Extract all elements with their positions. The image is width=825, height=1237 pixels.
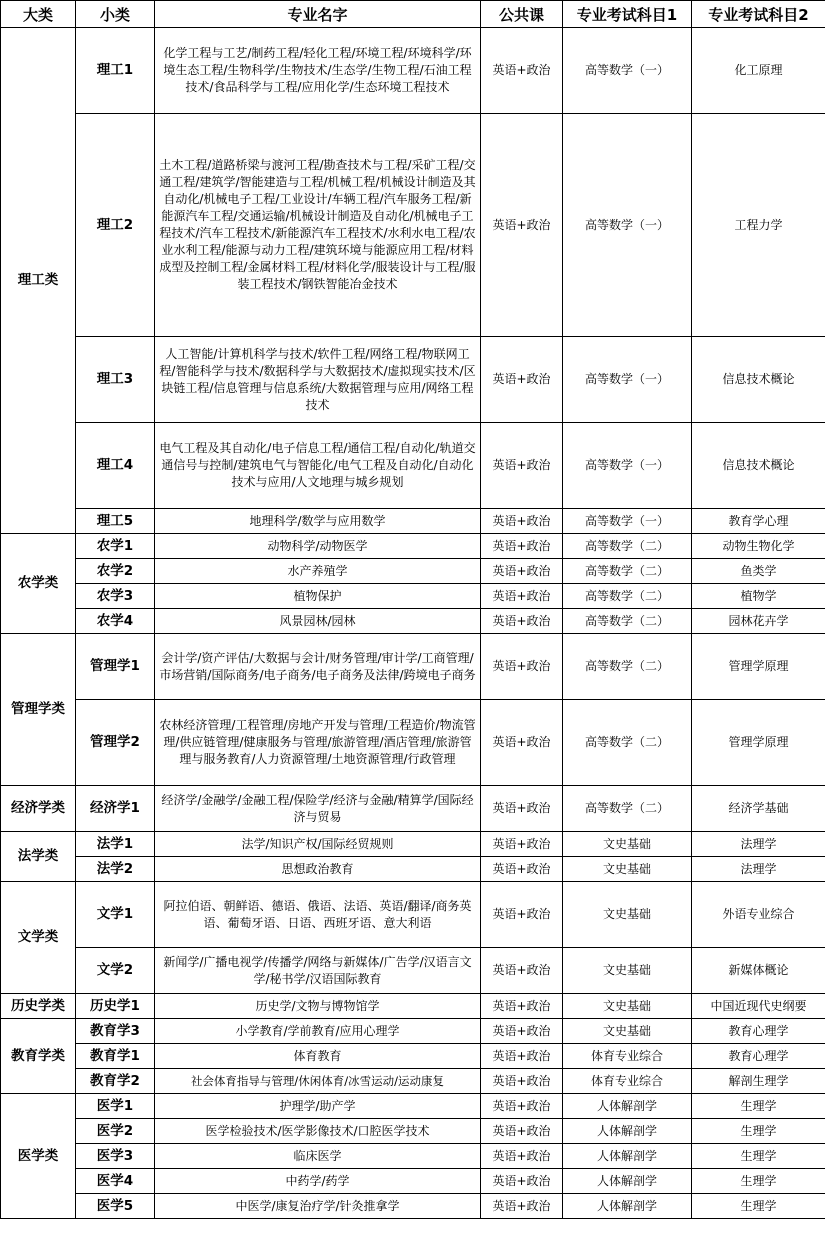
exam-subject-2-cell: 外语专业综合	[692, 882, 825, 948]
majors-cell: 阿拉伯语、朝鲜语、德语、俄语、法语、英语/翻译/商务英语、葡萄牙语、日语、西班牙语、意大利语	[155, 882, 481, 948]
table-row	[1, 832, 825, 857]
majors-cell: 社会体育指导与管理/休闲体育/冰雪运动/运动康复	[155, 1069, 481, 1094]
exam-subject-1-cell: 高等数学（二）	[563, 609, 692, 634]
table-row	[1, 882, 825, 948]
exam-subject-1-cell: 人体解剖学	[563, 1144, 692, 1169]
table-row	[1, 1044, 825, 1069]
exam-subject-2-cell: 生理学	[692, 1144, 825, 1169]
majors-cell: 思想政治教育	[155, 857, 481, 882]
subcategory-cell: 理工2	[76, 114, 155, 337]
exam-subject-1-cell: 人体解剖学	[563, 1194, 692, 1219]
public-course-cell: 英语+政治	[481, 832, 563, 857]
header-subcategory: 小类	[76, 1, 155, 28]
public-course-cell: 英语+政治	[481, 1094, 563, 1119]
public-course-cell: 英语+政治	[481, 1144, 563, 1169]
exam-subject-2-cell: 教育学心理	[692, 509, 825, 534]
subcategory-cell: 教育学1	[76, 1044, 155, 1069]
header-public-course: 公共课	[481, 1, 563, 28]
exam-subject-1-cell: 高等数学（一）	[563, 28, 692, 114]
exam-subject-1-cell: 高等数学（二）	[563, 584, 692, 609]
table-row	[1, 1144, 825, 1169]
majors-cell: 风景园林/园林	[155, 609, 481, 634]
majors-cell: 医学检验技术/医学影像技术/口腔医学技术	[155, 1119, 481, 1144]
exam-subject-2-cell: 管理学原理	[692, 634, 825, 700]
majors-cell: 水产养殖学	[155, 559, 481, 584]
majors-cell: 新闻学/广播电视学/传播学/网络与新媒体/广告学/汉语言文学/秘书学/汉语国际教育	[155, 948, 481, 994]
exam-subject-2-cell: 信息技术概论	[692, 423, 825, 509]
category-cell: 医学类	[1, 1094, 76, 1219]
exam-subject-2-cell: 教育心理学	[692, 1019, 825, 1044]
subcategory-cell: 经济学1	[76, 786, 155, 832]
public-course-cell: 英语+政治	[481, 1119, 563, 1144]
table-row	[1, 609, 825, 634]
header-exam-subject-1: 专业考试科目1	[563, 1, 692, 28]
exam-subject-1-cell: 体育专业综合	[563, 1069, 692, 1094]
exam-subject-2-cell: 化工原理	[692, 28, 825, 114]
category-cell: 文学类	[1, 882, 76, 994]
subcategory-cell: 法学1	[76, 832, 155, 857]
public-course-cell: 英语+政治	[481, 948, 563, 994]
exam-subject-1-cell: 高等数学（二）	[563, 559, 692, 584]
exam-subject-2-cell: 生理学	[692, 1094, 825, 1119]
exam-subject-1-cell: 高等数学（一）	[563, 337, 692, 423]
subcategory-cell: 理工1	[76, 28, 155, 114]
subcategory-cell: 管理学1	[76, 634, 155, 700]
exam-subject-2-cell: 新媒体概论	[692, 948, 825, 994]
subcategory-cell: 管理学2	[76, 700, 155, 786]
exam-subject-2-cell: 生理学	[692, 1169, 825, 1194]
public-course-cell: 英语+政治	[481, 634, 563, 700]
table-row	[1, 584, 825, 609]
public-course-cell: 英语+政治	[481, 534, 563, 559]
majors-cell: 小学教育/学前教育/应用心理学	[155, 1019, 481, 1044]
exam-subject-2-cell: 中国近现代史纲要	[692, 994, 825, 1019]
table-row	[1, 1169, 825, 1194]
subcategory-cell: 文学2	[76, 948, 155, 994]
subcategory-cell: 教育学2	[76, 1069, 155, 1094]
table-row	[1, 786, 825, 832]
header-majors: 专业名字	[155, 1, 481, 28]
exam-subject-2-cell: 生理学	[692, 1194, 825, 1219]
exam-subject-2-cell: 信息技术概论	[692, 337, 825, 423]
exam-subject-1-cell: 高等数学（二）	[563, 534, 692, 559]
majors-cell: 动物科学/动物医学	[155, 534, 481, 559]
exam-subject-1-cell: 人体解剖学	[563, 1094, 692, 1119]
header-row	[1, 1, 825, 28]
subcategory-cell: 农学2	[76, 559, 155, 584]
subcategory-cell: 法学2	[76, 857, 155, 882]
majors-cell: 会计学/资产评估/大数据与会计/财务管理/审计学/工商管理/市场营销/国际商务/电子商务/电子商务及法律/跨境电子商务	[155, 634, 481, 700]
public-course-cell: 英语+政治	[481, 1194, 563, 1219]
subcategory-cell: 理工3	[76, 337, 155, 423]
majors-cell: 植物保护	[155, 584, 481, 609]
exam-subject-1-cell: 高等数学（一）	[563, 509, 692, 534]
exam-subject-1-cell: 人体解剖学	[563, 1169, 692, 1194]
majors-cell: 历史学/文物与博物馆学	[155, 994, 481, 1019]
table-row	[1, 559, 825, 584]
category-cell: 经济学类	[1, 786, 76, 832]
subcategory-cell: 历史学1	[76, 994, 155, 1019]
subcategory-cell: 理工4	[76, 423, 155, 509]
exam-subject-1-cell: 文史基础	[563, 994, 692, 1019]
category-cell: 历史学类	[1, 994, 76, 1019]
public-course-cell: 英语+政治	[481, 559, 563, 584]
exam-subject-1-cell: 高等数学（一）	[563, 423, 692, 509]
majors-cell: 人工智能/计算机科学与技术/软件工程/网络工程/物联网工程/智能科学与技术/数据科学与大数据技术/虚拟现实技术/区块链工程/信息管理与信息系统/大数据管理与应用/网络工程技术	[155, 337, 481, 423]
exam-subject-1-cell: 高等数学（二）	[563, 634, 692, 700]
table-row	[1, 423, 825, 509]
subcategory-cell: 农学3	[76, 584, 155, 609]
table-row	[1, 994, 825, 1019]
subcategory-cell: 医学3	[76, 1144, 155, 1169]
exam-subject-1-cell: 人体解剖学	[563, 1119, 692, 1144]
table-row	[1, 857, 825, 882]
table-row	[1, 1119, 825, 1144]
public-course-cell: 英语+政治	[481, 509, 563, 534]
table-row	[1, 1019, 825, 1044]
exam-subject-1-cell: 文史基础	[563, 882, 692, 948]
table-row	[1, 1194, 825, 1219]
category-cell: 教育学类	[1, 1019, 76, 1094]
category-cell: 理工类	[1, 28, 76, 534]
majors-cell: 中医学/康复治疗学/针灸推拿学	[155, 1194, 481, 1219]
exam-subject-1-cell: 文史基础	[563, 832, 692, 857]
public-course-cell: 英语+政治	[481, 857, 563, 882]
subcategory-cell: 教育学3	[76, 1019, 155, 1044]
header-category: 大类	[1, 1, 76, 28]
header-exam-subject-2: 专业考试科目2	[692, 1, 825, 28]
exam-subject-2-cell: 鱼类学	[692, 559, 825, 584]
exam-subject-1-cell: 文史基础	[563, 948, 692, 994]
exam-subject-1-cell: 文史基础	[563, 857, 692, 882]
exam-subject-2-cell: 园林花卉学	[692, 609, 825, 634]
public-course-cell: 英语+政治	[481, 1069, 563, 1094]
category-cell: 法学类	[1, 832, 76, 882]
subcategory-cell: 医学4	[76, 1169, 155, 1194]
public-course-cell: 英语+政治	[481, 994, 563, 1019]
table-row	[1, 337, 825, 423]
table-row	[1, 948, 825, 994]
exam-subject-1-cell: 文史基础	[563, 1019, 692, 1044]
exam-subject-2-cell: 工程力学	[692, 114, 825, 337]
public-course-cell: 英语+政治	[481, 28, 563, 114]
table-row	[1, 534, 825, 559]
public-course-cell: 英语+政治	[481, 882, 563, 948]
majors-cell: 土木工程/道路桥梁与渡河工程/勘查技术与工程/采矿工程/交通工程/建筑学/智能建造与工程/机械工程/机械设计制造及其自动化/机械电子工程/工业设计/车辆工程/汽车服务工程/新能源汽车工程/交通运输/机械设计制造及自动化/机械电子工程技术/汽车工程技术/新能源汽车工程技术/水利水电工程/农业水利工程/能源与动力工程/建筑环境与能源应用工程/材料成型及控制工程/金属材料工程/材料化学/服装设计与工程/服装工程技术/钢铁智能冶金技术	[155, 114, 481, 337]
exam-subject-2-cell: 解剖生理学	[692, 1069, 825, 1094]
majors-cell: 地理科学/数学与应用数学	[155, 509, 481, 534]
table-row	[1, 28, 825, 114]
subcategory-cell: 理工5	[76, 509, 155, 534]
exam-subject-2-cell: 生理学	[692, 1119, 825, 1144]
public-course-cell: 英语+政治	[481, 1169, 563, 1194]
public-course-cell: 英语+政治	[481, 1019, 563, 1044]
public-course-cell: 英语+政治	[481, 423, 563, 509]
exam-subject-2-cell: 植物学	[692, 584, 825, 609]
exam-subject-2-cell: 经济学基础	[692, 786, 825, 832]
public-course-cell: 英语+政治	[481, 700, 563, 786]
exam-subject-1-cell: 高等数学（一）	[563, 114, 692, 337]
exam-subject-2-cell: 法理学	[692, 857, 825, 882]
majors-cell: 体育教育	[155, 1044, 481, 1069]
table-row	[1, 114, 825, 337]
exam-subject-1-cell: 体育专业综合	[563, 1044, 692, 1069]
exam-subject-2-cell: 法理学	[692, 832, 825, 857]
category-cell: 管理学类	[1, 634, 76, 786]
subcategory-cell: 农学1	[76, 534, 155, 559]
majors-cell: 化学工程与工艺/制药工程/轻化工程/环境工程/环境科学/环境生态工程/生物科学/生物技术/生态学/生物工程/石油工程技术/食品科学与工程/应用化学/生态环境工程技术	[155, 28, 481, 114]
exam-subject-1-cell: 高等数学（二）	[563, 700, 692, 786]
public-course-cell: 英语+政治	[481, 786, 563, 832]
public-course-cell: 英语+政治	[481, 114, 563, 337]
exam-subject-2-cell: 管理学原理	[692, 700, 825, 786]
table-row	[1, 634, 825, 700]
exam-subject-1-cell: 高等数学（二）	[563, 786, 692, 832]
exam-subject-2-cell: 动物生物化学	[692, 534, 825, 559]
subcategory-cell: 医学2	[76, 1119, 155, 1144]
table-row	[1, 509, 825, 534]
exam-subject-2-cell: 教育心理学	[692, 1044, 825, 1069]
subcategory-cell: 医学1	[76, 1094, 155, 1119]
majors-cell: 电气工程及其自动化/电子信息工程/通信工程/自动化/轨道交通信号与控制/建筑电气与智能化/电气工程及自动化/自动化技术与应用/人文地理与城乡规划	[155, 423, 481, 509]
subcategory-cell: 农学4	[76, 609, 155, 634]
table-row	[1, 700, 825, 786]
category-cell: 农学类	[1, 534, 76, 634]
majors-cell: 临床医学	[155, 1144, 481, 1169]
table-row	[1, 1069, 825, 1094]
public-course-cell: 英语+政治	[481, 1044, 563, 1069]
majors-cell: 经济学/金融学/金融工程/保险学/经济与金融/精算学/国际经济与贸易	[155, 786, 481, 832]
public-course-cell: 英语+政治	[481, 337, 563, 423]
public-course-cell: 英语+政治	[481, 584, 563, 609]
majors-cell: 护理学/助产学	[155, 1094, 481, 1119]
subcategory-cell: 医学5	[76, 1194, 155, 1219]
table-row	[1, 1094, 825, 1119]
majors-cell: 农林经济管理/工程管理/房地产开发与管理/工程造价/物流管理/供应链管理/健康服务与管理/旅游管理/酒店管理/旅游管理与服务教育/人力资源管理/土地资源管理/行政管理	[155, 700, 481, 786]
subcategory-cell: 文学1	[76, 882, 155, 948]
public-course-cell: 英语+政治	[481, 609, 563, 634]
majors-cell: 法学/知识产权/国际经贸规则	[155, 832, 481, 857]
majors-cell: 中药学/药学	[155, 1169, 481, 1194]
